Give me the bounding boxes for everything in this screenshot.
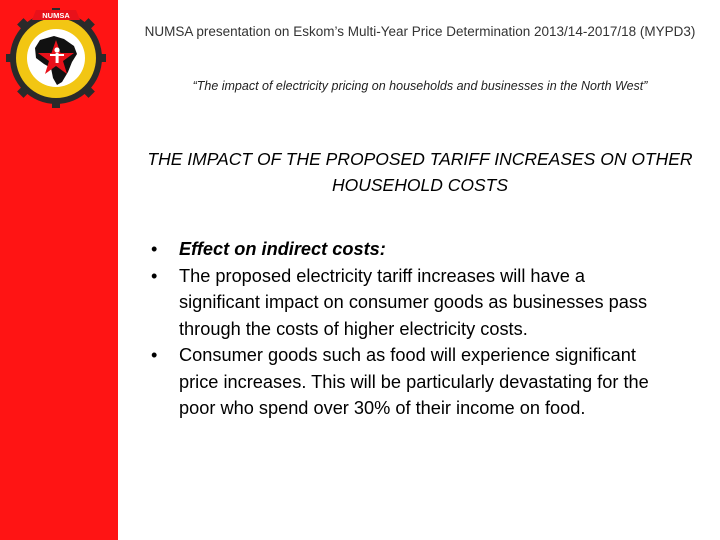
bullet-text: Effect on indirect costs:: [179, 239, 386, 259]
bullet-list: [147, 236, 667, 422]
bullet-item: [147, 342, 667, 422]
bullet-item: [147, 263, 667, 343]
bullet-icon: •: [151, 265, 158, 286]
bullet-item: [147, 236, 667, 263]
bullet-icon: •: [151, 345, 158, 365]
presentation-title: NUMSA presentation on Eskom’s Multi-Year Price Determination 2013/14-2017/18 (MYPD3): [144, 24, 696, 39]
presentation-subtitle: “The impact of electricity pricing on households and businesses in the North West”: [192, 79, 648, 93]
numsa-logo: [2, 2, 110, 110]
bullet-icon: •: [151, 239, 158, 259]
bullet-text: The proposed electricity tariff increases will have a significant impact on consumer goods as businesses pass through the costs of higher electricity costs.: [179, 265, 648, 339]
red-sidebar: [0, 0, 118, 540]
numsa-banner: [32, 10, 80, 20]
logo-banner-text: NUMSA: [42, 11, 70, 20]
bullet-text: Consumer goods such as food will experience significant price increases. This will be particularly devastating for the poor who spend over 30% of their income on food.: [179, 345, 649, 418]
slide-heading: THE IMPACT OF THE PROPOSED TARIFF INCREASES ON OTHER HOUSEHOLD COSTS: [147, 149, 693, 195]
